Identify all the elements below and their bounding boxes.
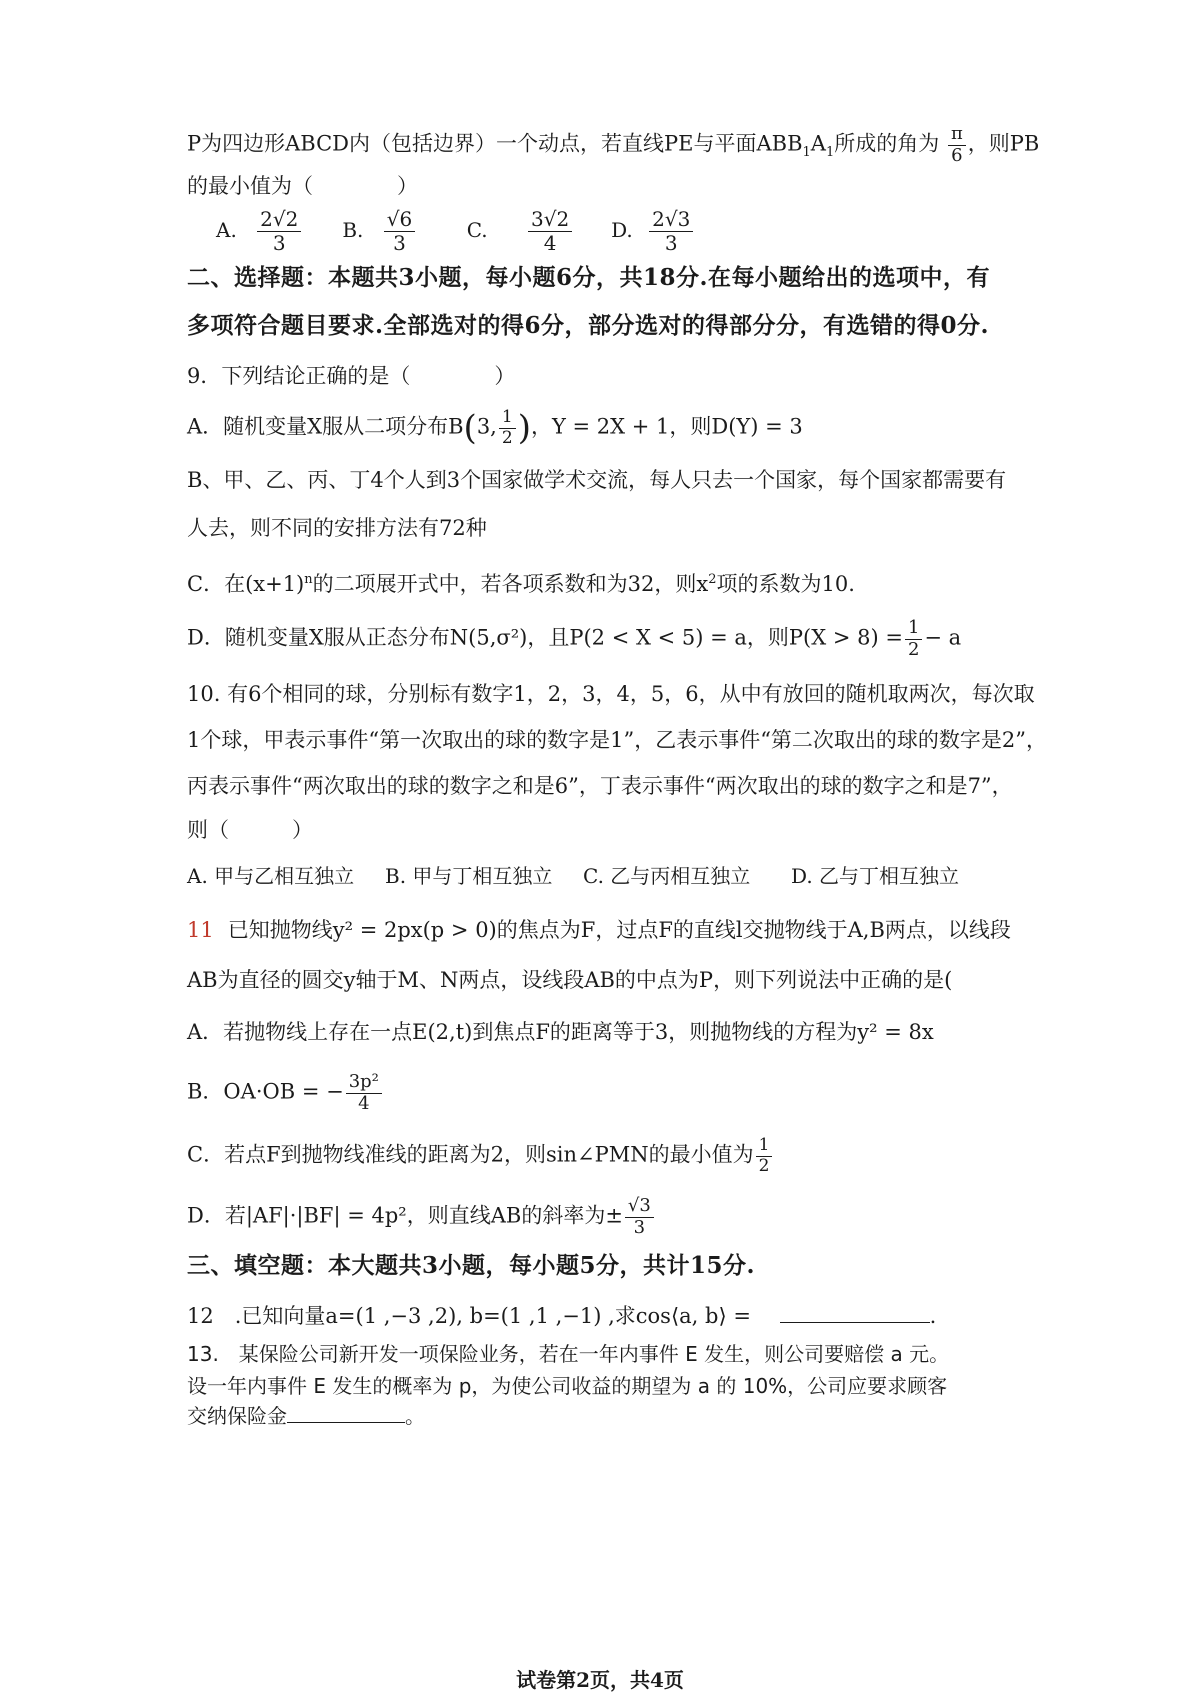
q9-option-c: C．在$(x+1)^n$的二项展开式中，若各项系数和为32，则$x^2$项的系数为10. bbox=[187, 572, 855, 596]
section2-heading-line2: 多项符合题目要求.全部选对的得6分，部分选对的得部分分，有选错的得0分. bbox=[187, 312, 990, 339]
q10-options bbox=[187, 862, 959, 890]
q13-line3: 交纳保险金 。 bbox=[187, 1404, 425, 1428]
page-footer: 试卷第2页，共4页 bbox=[516, 1668, 684, 1692]
q11-option-a: A．若抛物线上存在一点E(2,t)到焦点F的距离等于3，则抛物线的方程为y² = 8x bbox=[187, 1020, 934, 1044]
q8-text-b: A bbox=[810, 131, 826, 156]
q9-stem: 9．下列结论正确的是（ ） bbox=[187, 364, 516, 388]
q11-line1: 11 已知抛物线y² = 2px(p > 0)的焦点为F，过点F的直线l交抛物线于A,B两点，以线段 bbox=[187, 918, 1011, 942]
q9-option-a: A．随机变量X服从二项分布B(3, $\frac{1}{2}$ )，Y = 2X + 1，则D(Y) = 3 bbox=[187, 407, 803, 449]
q8-text-a: P为四边形ABCD内（包括边界）一个动点，若直线PE与平面ABB bbox=[187, 131, 803, 156]
q10-option-a: A. 甲与乙相互独立 bbox=[187, 864, 355, 888]
q12-answer-blank[interactable] bbox=[780, 1321, 930, 1323]
q8-text-d: ，则PB bbox=[967, 131, 1040, 156]
q8-text-c: 所成的角为 bbox=[834, 131, 940, 156]
q13-line2: 设一年内事件 E 发生的概率为 p，为使公司收益的期望为 a 的 10%，公司应要求顾客 bbox=[187, 1374, 948, 1398]
q12-line: 12 .已知向量a=(1 ,−3 ,2), b=(1 ,1 ,−1) ,求cos⟨a, b⟩ = . bbox=[187, 1304, 937, 1328]
q10-option-c: C. 乙与丙相互独立 bbox=[583, 864, 751, 888]
q10-option-d: D. 乙与丁相互独立 bbox=[791, 864, 960, 888]
q10-line1: 10. 有6个相同的球，分别标有数字1，2，3，4，5，6，从中有放回的随机取两次，每次取 bbox=[187, 682, 1035, 706]
q8-option-a: A. $\frac{2√2}{3}$ bbox=[216, 208, 336, 255]
q9-option-b-line2: 人去，则不同的安排方法有72种 bbox=[187, 516, 487, 540]
q10-line3: 丙表示事件“两次取出的球的数字之和是6”，丁表示事件“两次取出的球的数字之和是7”， bbox=[187, 774, 1013, 798]
q11-option-d: D．若|AF|·|BF| = 4p²，则直线AB的斜率为± $\frac{√3}{3}$ bbox=[187, 1196, 656, 1238]
q9-option-b-line1: B、甲、乙、丙、丁4个人到3个国家做学术交流，每人只去一个国家，每个国家都需要有 bbox=[187, 468, 1007, 492]
q11-option-b: B．OA·OB = − $\frac{\text{3p²}}{4}$ bbox=[187, 1072, 384, 1114]
q9-option-d: D．随机变量X服从正态分布N(5,σ²)，且P(2 < X < 5) = a，则P(X > 8) = $\frac{1}{2}$ − a bbox=[187, 617, 962, 660]
q8-options bbox=[216, 208, 731, 255]
q10-line2: 1个球，甲表示事件“第一次取出的球的数字是1”，乙表示事件“第二次取出的球的数字是2”， bbox=[187, 728, 1048, 752]
q12-text: 12 .已知向量a=(1 ,−3 ,2), b=(1 ,1 ,−1) ,求cos⟨a, b⟩ = bbox=[187, 1304, 751, 1328]
q8-angle-fraction: $\frac{\pi}{6}$ bbox=[948, 124, 966, 166]
q13-answer-blank[interactable] bbox=[287, 1421, 405, 1423]
q8-sub-1: 1 bbox=[802, 144, 811, 160]
q8-option-c: C. $\frac{3√2}{4}$ bbox=[467, 208, 605, 255]
q8-line1 bbox=[187, 124, 1039, 167]
q13-line1: 13. 某保险公司新开发一项保险业务，若在一年内事件 E 发生，则公司要赔偿 a 元。 bbox=[187, 1342, 950, 1366]
q8-sub-2: 1 bbox=[825, 144, 835, 160]
q10-line4: 则（ ） bbox=[187, 818, 313, 842]
q10-option-b: B. 甲与丁相互独立 bbox=[385, 864, 553, 888]
q8-option-b: B. $\frac{√6}{3}$ bbox=[342, 208, 460, 255]
q11-option-c: C．若点F到抛物线准线的距离为2，则sin∠PMN的最小值为 $\frac{1}{2}$ bbox=[187, 1136, 774, 1176]
q11-number: 11 bbox=[187, 918, 214, 942]
q8-option-d: D. $\frac{2√3}{3}$ bbox=[611, 208, 731, 255]
section2-heading-line1: 二、选择题：本题共3小题，每小题6分，共18分.在每小题给出的选项中，有 bbox=[187, 264, 991, 291]
q8-line2: 的最小值为（ ） bbox=[187, 174, 418, 198]
section3-heading: 三、填空题：本大题共3小题，每小题5分，共计15分. bbox=[187, 1252, 756, 1279]
q11-line2: AB为直径的圆交y轴于M、N两点，设线段AB的中点为P，则下列说法中正确的是( bbox=[187, 968, 953, 992]
